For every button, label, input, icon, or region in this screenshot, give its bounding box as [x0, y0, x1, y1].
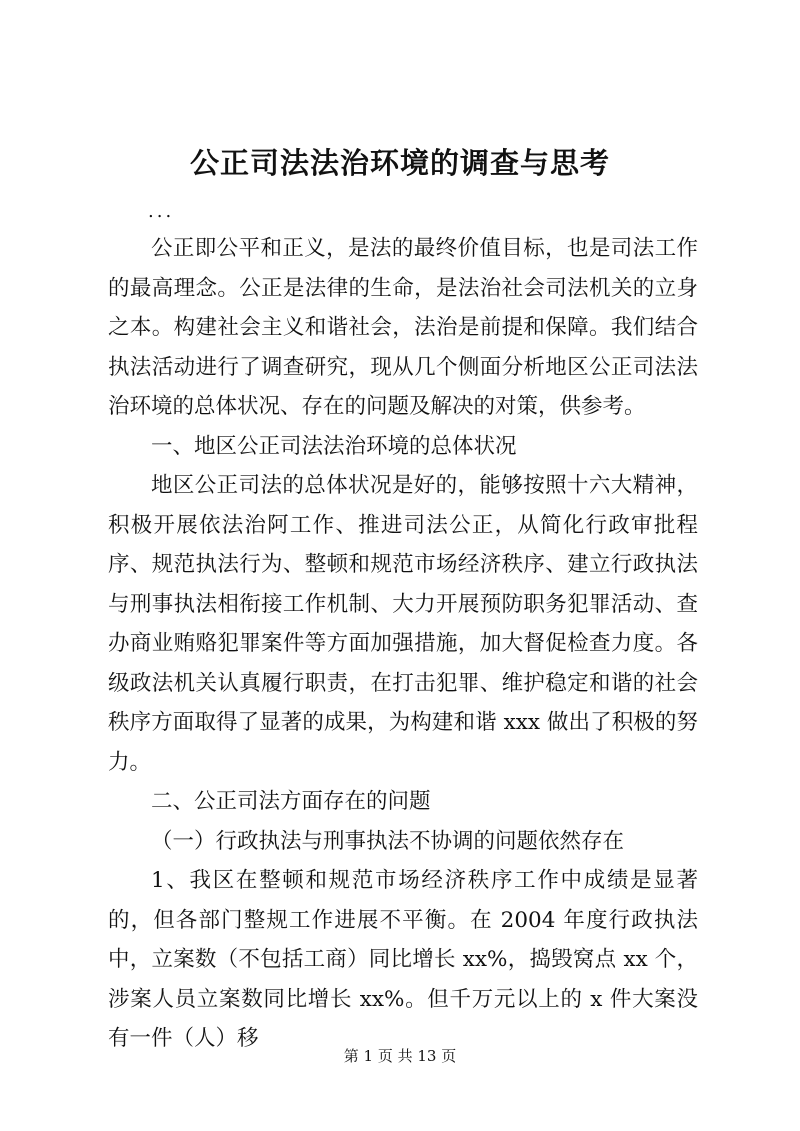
paragraph-intro: 公正即公平和正义，是法的最终价值目标，也是司法工作的最高理念。公正是法律的生命，是法治社会司法机关的立身之本。构建社会主义和谐社会，法治是前提和保障。我们结合执法活动进行了调查研究，现从几个侧面分析地区公正司法法治环境的总体状况、存在的问题及解决的对策，供参考。	[108, 236, 698, 419]
document-title: 公正司法法治环境的调查与思考	[189, 146, 610, 180]
ellipsis-marker: ...	[148, 201, 175, 222]
subsection-heading-1: （一）行政执法与刑事执法不协调的问题依然存在	[151, 828, 625, 854]
paragraph-overview: 地区公正司法的总体状况是好的，能够按照十六大精神，积极开展依法治阿工作、推进司法公正，从简化行政审批程序、规范执法行为、整顿和规范市场经济秩序、建立行政执法与刑事执法相衔接工作机制、大力开展预防职务犯罪活动、查办商业贿赂犯罪案件等方面加强措施，加大督促检查力度。各级政法机关认真履行职责，在打击犯罪、维护稳定和谐的社会秩序方面取得了显著的成果，为构建和谐 xxx 做出了积极的努力。	[108, 473, 698, 775]
document-body	[108, 229, 698, 1059]
section-heading-2: 二、公正司法方面存在的问题	[151, 789, 431, 814]
paragraph-point-1: 1、我区在整顿和规范市场经济秩序工作中成绩是显著的，但各部门整规工作进展不平衡。在 2004 年度行政执法中，立案数（不包括工商）同比增长 xx%，捣毁窝点 xx 个，涉案人员立案数同比增长 xx%。但千万元以上的 x 件大案没有一件（人）移	[108, 868, 698, 1051]
section-heading-1: 一、地区公正司法法治环境的总体状况	[151, 433, 517, 459]
page-number-footer: 第 1 页 共 13 页	[343, 1047, 457, 1065]
